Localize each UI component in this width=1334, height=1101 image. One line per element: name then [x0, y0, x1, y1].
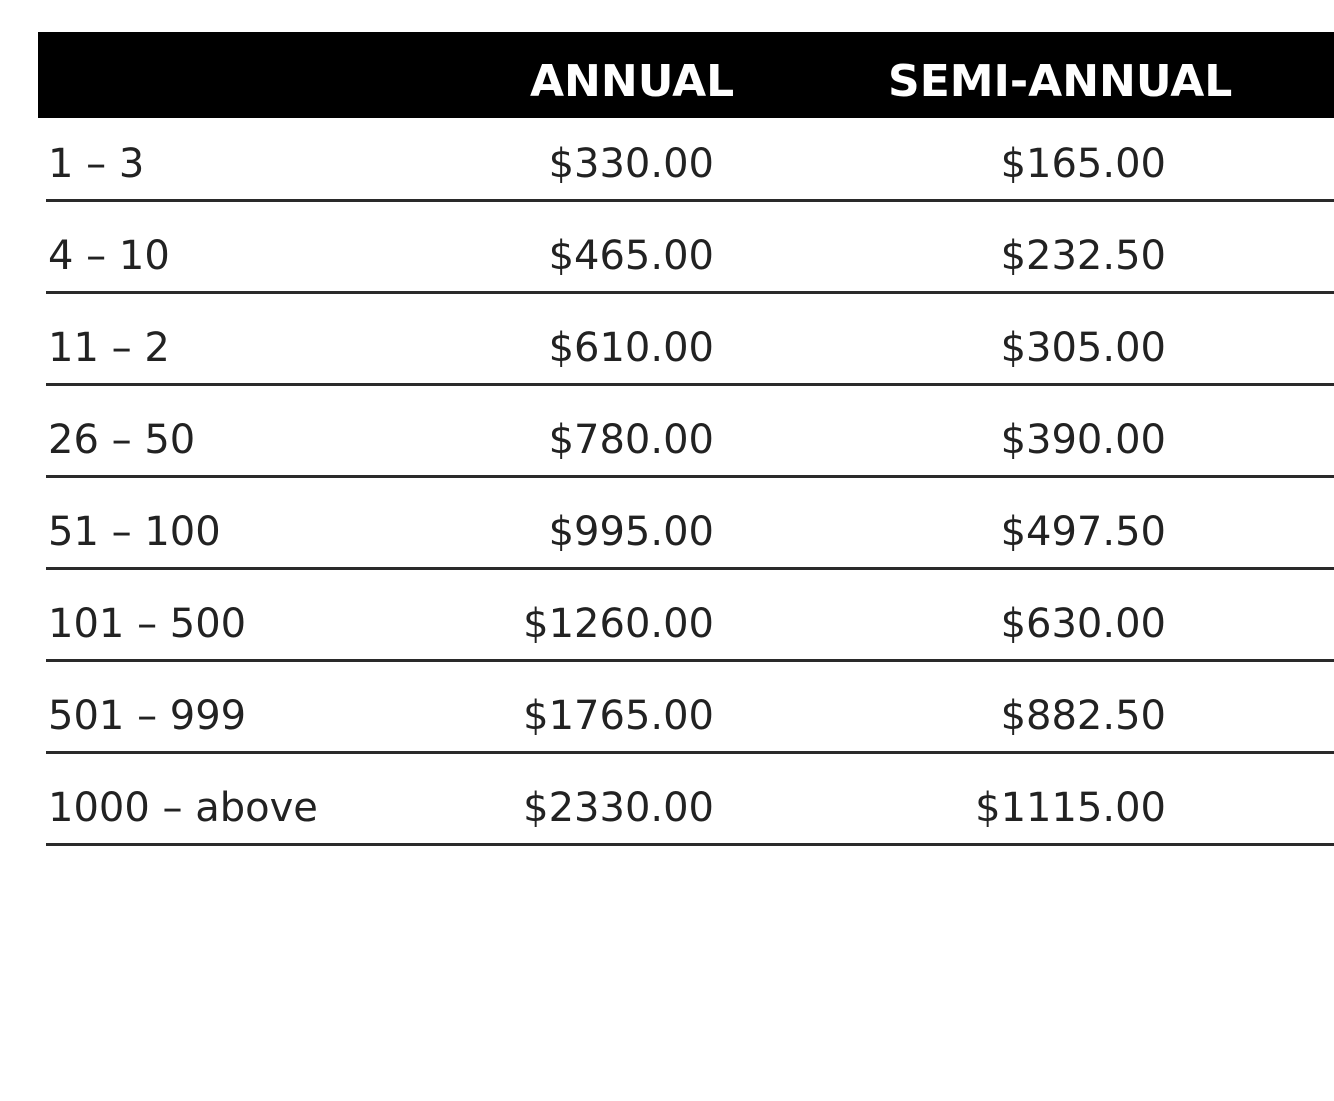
row-semi-annual-price: $165.00	[1000, 141, 1166, 187]
row-range: 1 – 3	[48, 141, 145, 187]
row-semi-annual-price: $305.00	[1000, 325, 1166, 371]
row-divider	[46, 383, 1334, 386]
row-semi-annual-price: $390.00	[1000, 417, 1166, 463]
row-range: 1000 – above	[48, 785, 318, 831]
table-row	[0, 398, 1334, 490]
row-annual-price: $465.00	[548, 233, 714, 279]
column-header-semi-annual: SEMI-ANNUAL	[888, 56, 1233, 107]
row-annual-price: $780.00	[548, 417, 714, 463]
row-range: 11 – 2	[48, 325, 170, 371]
row-semi-annual-price: $497.50	[1000, 509, 1166, 555]
row-annual-price: $1765.00	[523, 693, 714, 739]
table-row	[0, 122, 1334, 214]
row-annual-price: $995.00	[548, 509, 714, 555]
row-annual-price: $330.00	[548, 141, 714, 187]
row-range: 26 – 50	[48, 417, 196, 463]
table-row	[0, 582, 1334, 674]
row-divider	[46, 291, 1334, 294]
column-header-annual: ANNUAL	[530, 56, 735, 107]
row-annual-price: $610.00	[548, 325, 714, 371]
row-range: 501 – 999	[48, 693, 247, 739]
row-semi-annual-price: $232.50	[1000, 233, 1166, 279]
row-semi-annual-price: $1115.00	[975, 785, 1166, 831]
row-divider	[46, 843, 1334, 846]
row-semi-annual-price: $630.00	[1000, 601, 1166, 647]
table-row	[0, 674, 1334, 766]
row-range: 101 – 500	[48, 601, 247, 647]
row-divider	[46, 199, 1334, 202]
row-annual-price: $1260.00	[523, 601, 714, 647]
row-divider	[46, 567, 1334, 570]
row-annual-price: $2330.00	[523, 785, 714, 831]
row-range: 4 – 10	[48, 233, 170, 279]
row-divider	[46, 659, 1334, 662]
row-divider	[46, 475, 1334, 478]
row-divider	[46, 751, 1334, 754]
table-row	[0, 306, 1334, 398]
table-row	[0, 490, 1334, 582]
table-row	[0, 214, 1334, 306]
row-semi-annual-price: $882.50	[1000, 693, 1166, 739]
row-range: 51 – 100	[48, 509, 221, 555]
table-row	[0, 766, 1334, 858]
